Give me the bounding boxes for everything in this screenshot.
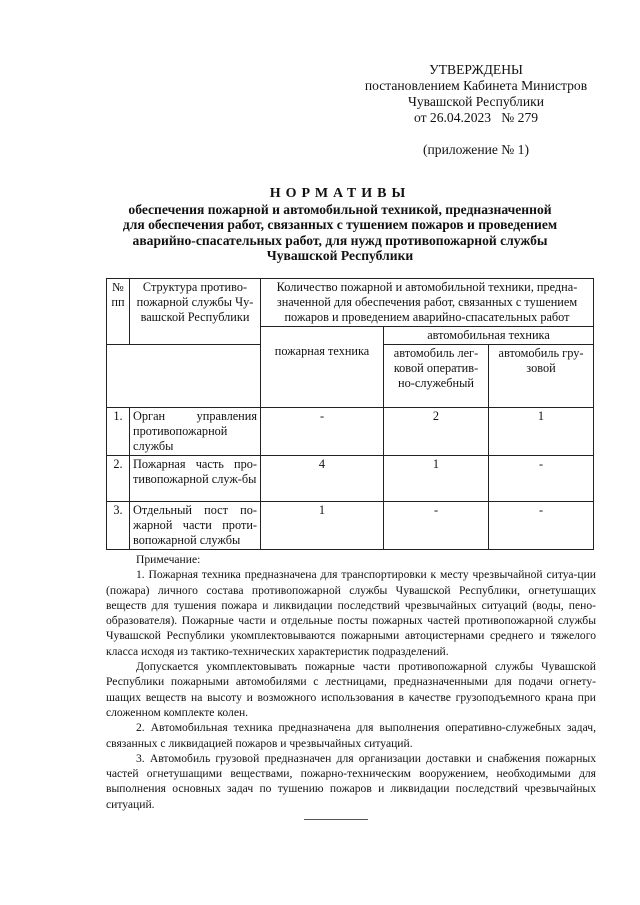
table-row bbox=[107, 408, 594, 456]
approval-issuer: постановлением Кабинета Министров bbox=[364, 78, 588, 93]
end-separator bbox=[304, 819, 368, 820]
notes-block bbox=[106, 552, 596, 812]
row-car: - bbox=[384, 502, 489, 550]
header-auto: автомобильная техника bbox=[384, 327, 594, 345]
row-car: 2 bbox=[384, 408, 489, 456]
title-line: для обеспечения работ, связанных с тушением пожаров и проведением bbox=[122, 217, 558, 232]
header-car: автомобиль лег-ковой оператив-но-служебный bbox=[384, 345, 489, 408]
approval-title: УТВЕРЖДЕНЫ bbox=[429, 62, 523, 77]
row-truck: 1 bbox=[489, 408, 594, 456]
row-car: 1 bbox=[384, 456, 489, 502]
document-title bbox=[100, 186, 580, 264]
note-paragraph: 2. Автомобильная техника предназначена для выполнения оперативно-служебных задач, связанных с ликвидацией пожаров и чрезвычайных ситуаций. bbox=[106, 721, 596, 750]
header-fire: пожарная техника bbox=[261, 327, 384, 408]
approval-date-number: от 26.04.2023 № 279 bbox=[413, 110, 539, 125]
row-name: Отдельный пост по-жарной части проти-вопожарной службы bbox=[130, 502, 261, 550]
row-name: Орган управления противопожарной службы bbox=[130, 408, 261, 456]
title-line: аварийно-спасательных работ, для нужд противопожарной службы bbox=[132, 232, 548, 248]
row-num: 3. bbox=[107, 502, 130, 550]
table-header-row bbox=[107, 279, 594, 327]
notes-heading: Примечание: bbox=[136, 553, 201, 566]
note-paragraph: 3. Автомобиль грузовой предназначен для организации доставки и снабжения пожарных частей огнетушащими веществами, пожарно-техническим вооружением, необходимыми для выполнения основных задач по тушению пожаров и ликвидации последствий чрезвычайных ситуаций. bbox=[106, 751, 596, 811]
header-truck: автомобиль гру-зовой bbox=[489, 345, 594, 408]
norms-table bbox=[106, 278, 594, 550]
header-spacer bbox=[107, 345, 261, 408]
title-heading: НОРМАТИВЫ bbox=[269, 186, 411, 201]
note-paragraph: Допускается укомплектовывать пожарные части противопожарной службы Чувашской Республики пожарными автомобилями с лестницами, предназначенными для подачи огнету-шащих веществ на высоту и возможного использования в качестве грузоподъемного крана при сложенном комплекте колен. bbox=[106, 660, 596, 719]
row-truck: - bbox=[489, 456, 594, 502]
row-num: 1. bbox=[107, 408, 130, 456]
header-structure: Структура противо-пожарной службы Чу-вашской Республики bbox=[130, 279, 261, 345]
table-row bbox=[107, 502, 594, 550]
row-fire: - bbox=[261, 408, 384, 456]
row-truck: - bbox=[489, 502, 594, 550]
table-row bbox=[107, 456, 594, 502]
row-fire: 1 bbox=[261, 502, 384, 550]
row-fire: 4 bbox=[261, 456, 384, 502]
note-paragraph: 1. Пожарная техника предназначена для транспортировки к месту чрезвычайной ситуа-ции (пожара) личного состава противопожарной службы Чувашской Республики, огнетушащих веществ для тушения пожара и ликвидации последствий чрезвычайных ситуаций (воды, пено-образователя). Пожарные части и отдельные посты пожарных частей противопожарной службы Чувашской Республики укомплектовываются пожарными автоцистернами среднего и тяжелого класса исходя из тактико-технических характеристик подразделений. bbox=[106, 568, 596, 658]
header-num: № пп bbox=[107, 279, 130, 345]
row-name: Пожарная часть про-тивопожарной служ-бы bbox=[130, 456, 261, 502]
title-line: обеспечения пожарной и автомобильной техникой, предназначенной bbox=[128, 201, 552, 217]
row-num: 2. bbox=[107, 456, 130, 502]
attachment-label: (приложение № 1) bbox=[422, 142, 530, 157]
title-line: Чувашской Республики bbox=[266, 248, 414, 263]
approval-region: Чувашской Республики bbox=[408, 94, 544, 109]
header-quantity: Количество пожарной и автомобильной техники, предна-значенной для обеспечения работ, связанных с тушением пожаров и проведением аварийно-спасательных работ bbox=[261, 279, 594, 327]
approval-block bbox=[330, 62, 622, 158]
